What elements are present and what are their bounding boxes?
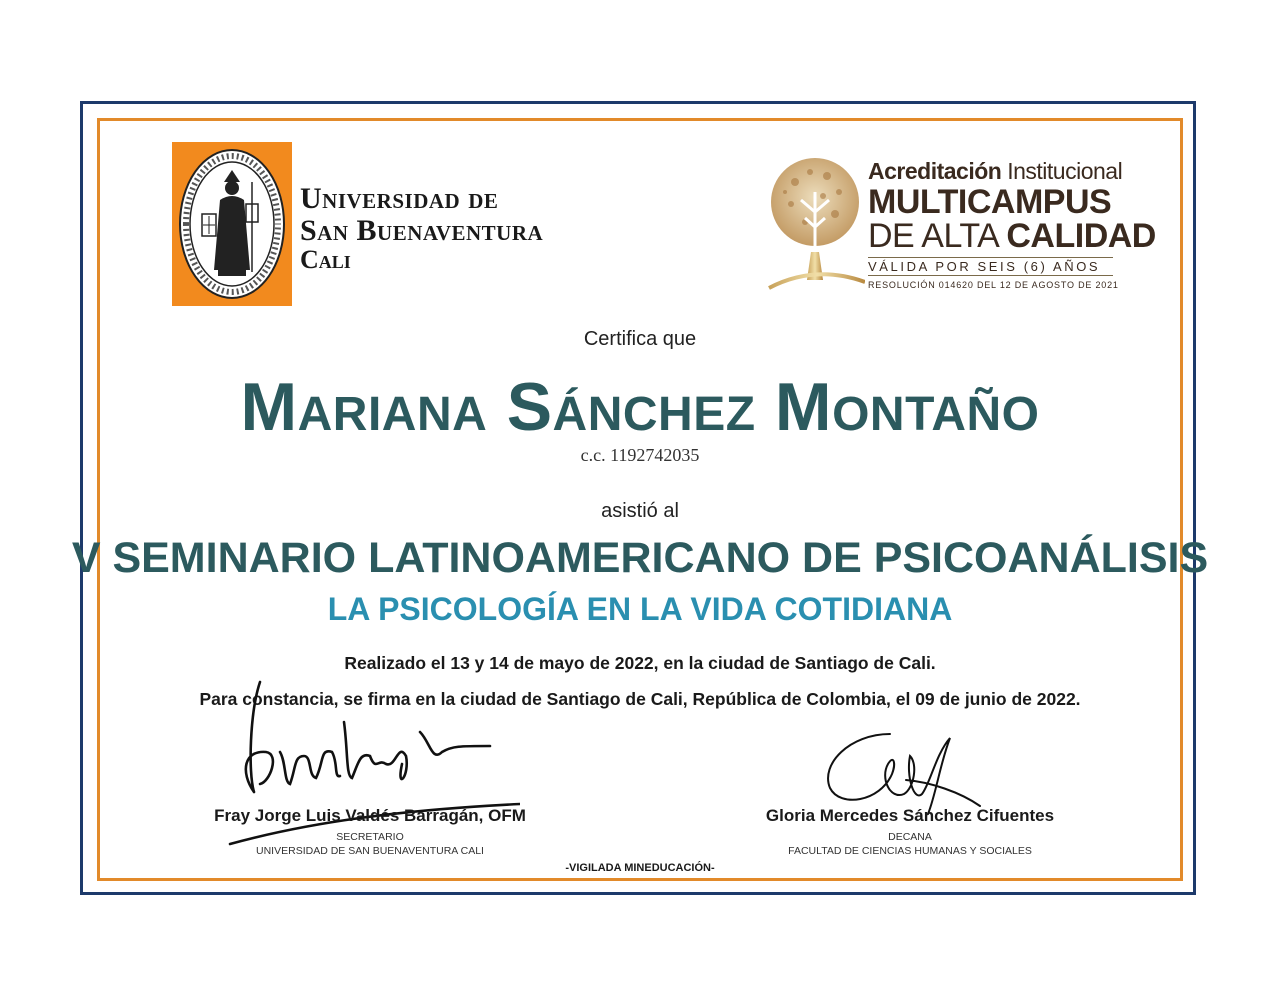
signer-name-secretary: Fray Jorge Luis Valdés Barragán, OFM (214, 806, 526, 825)
accreditation-word1: Acreditación (868, 158, 1002, 184)
event-dates-text: Realizado el 13 y 14 de mayo de 2022, en la ciudad de Santiago de Cali. (344, 653, 936, 673)
accreditation-validity: VÁLIDA POR SEIS (6) AÑOS (868, 257, 1113, 276)
signer-role-dean: DECANA (888, 831, 932, 843)
university-seal-logo (172, 142, 292, 306)
signature-block-secretary (160, 806, 580, 858)
certifica-que-text: Certifica que (583, 328, 697, 350)
accreditation-tree-logo (765, 152, 865, 292)
signer-institution-dean: FACULTAD DE CIENCIAS HUMANAS Y SOCIALES (788, 845, 1032, 857)
accreditation-alta-calidad (868, 217, 1156, 255)
accreditation-calidad: CALIDAD (1006, 217, 1156, 255)
accreditation-line1 (868, 158, 1123, 185)
vigilada-mineducacion: -VIGILADA MINEDUCACIÓN- (565, 862, 715, 874)
university-name-line2: San Buenaventura (300, 214, 544, 247)
university-name-line3: Cali (300, 245, 351, 274)
accreditation-multicampus: MULTICAMPUS (868, 183, 1112, 221)
signer-role-secretary: SECRETARIO (336, 831, 404, 843)
accreditation-resolution: RESOLUCIÓN 014620 DEL 12 DE AGOSTO DE 2021 (868, 280, 1119, 290)
constancia-text: Para constancia, se firma en la ciudad de Santiago de Cali, República de Colombia, el 09 de junio de 2022. (199, 689, 1081, 709)
signer-institution-secretary: UNIVERSIDAD DE SAN BUENAVENTURA CALI (256, 845, 484, 857)
recipient-name: Mariana Sánchez Montaño (240, 369, 1040, 445)
tree-icon (765, 152, 865, 292)
accreditation-text (868, 158, 1156, 290)
accreditation-de-alta: DE ALTA (868, 217, 998, 255)
event-title: V SEMINARIO LATINOAMERICANO DE PSICOANÁLISIS (71, 534, 1209, 582)
signature-block-dean (700, 806, 1120, 858)
university-name (300, 183, 543, 273)
event-subtitle: LA PSICOLOGÍA EN LA VIDA COTIDIANA (327, 591, 953, 627)
seal-icon (172, 142, 292, 306)
signer-name-dean: Gloria Mercedes Sánchez Cifuentes (765, 806, 1055, 825)
university-name-line1: Universidad de (300, 182, 499, 215)
asistio-text: asistió al (601, 500, 679, 522)
accreditation-word2: Institucional (1007, 158, 1123, 184)
recipient-id: c.c. 1192742035 (580, 445, 700, 465)
